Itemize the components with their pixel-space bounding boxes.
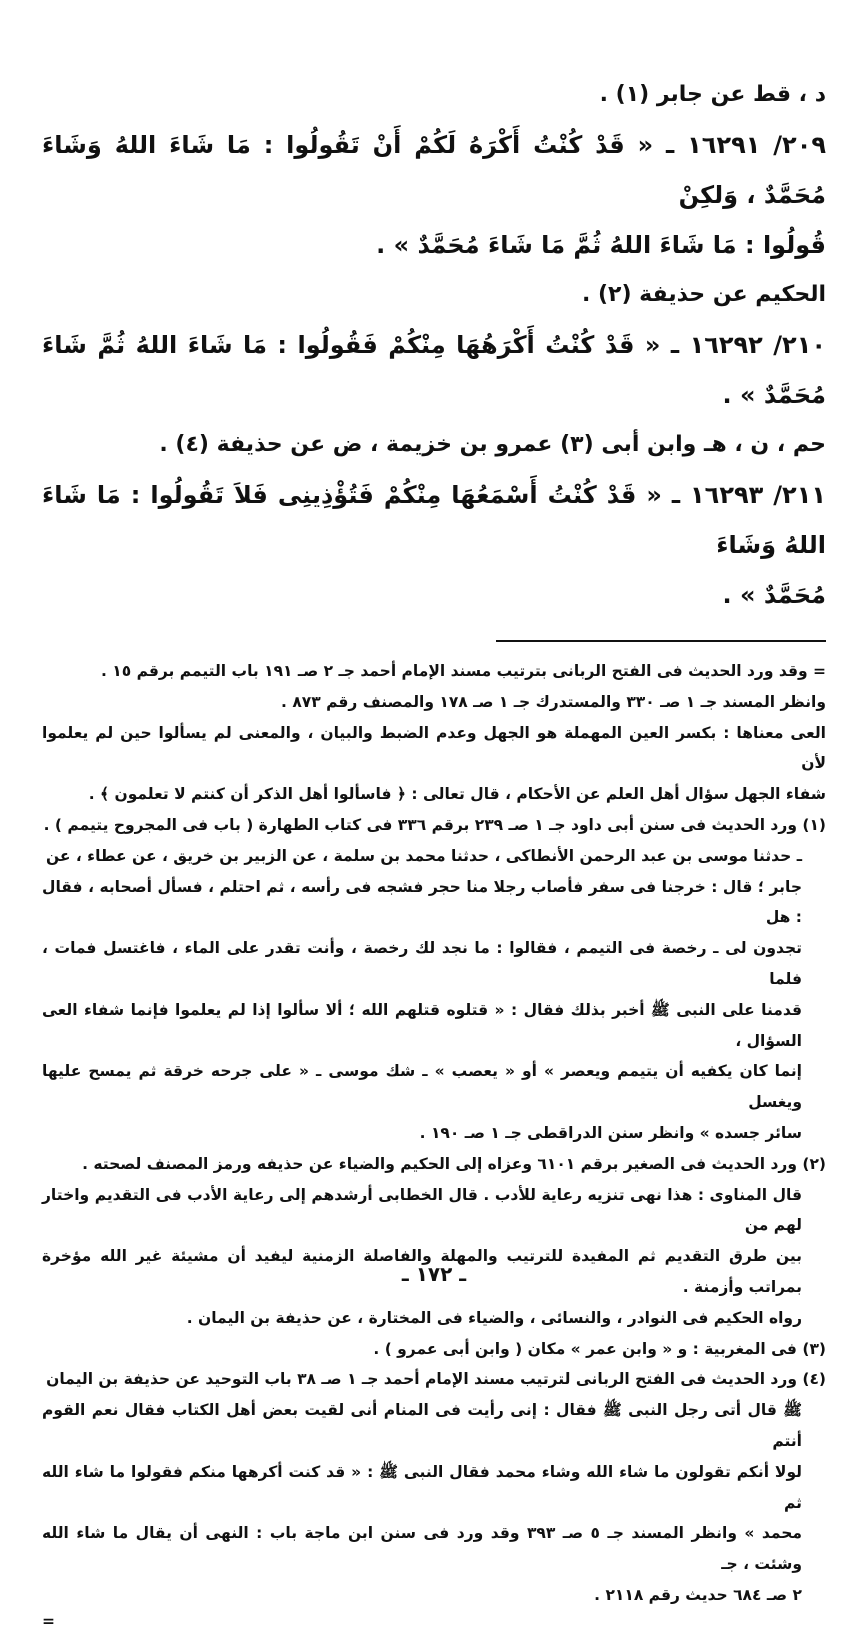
footnote-line: العى معناها : بكسر العين المهملة هو الجهل وعدم الضبط والبيان ، والمعنى لم يسألوا حين لم يعلموا لأن (42, 723, 826, 773)
hadith-209: ٢٠٩/ ١٦٢٩١ ـ « قَدْ كُنْتُ أَكْرَهُ لَكُمْ أَنْ تَقُولُوا : مَا شَاءَ اللهُ وَشَاءَ مُحَمَّدٌ ، وَلكِنْ (42, 131, 826, 209)
main-text (42, 70, 826, 620)
footnote-3: (٣) فى المغربية : و « وابن عمر » مكان ( وابن أبى عمرو ) . (373, 1339, 826, 1358)
footnote-line: رواه الحكيم فى النوادر ، والنسائى ، والضياء فى المختارة ، عن حذيفة بن اليمان . (186, 1308, 802, 1327)
footnote-line: ـ حدثنا موسى بن عبد الرحمن الأنطاكى ، حدثنا محمد بن سلمة ، عن الزبير بن خريق ، عن عطاء ، عن (45, 846, 802, 865)
footnote-line: لولا أنكم تقولون ما شاء الله وشاء محمد فقال النبى ﷺ : « قد كنت أكرهها منكم فقولوا ما شاء الله ثم (42, 1462, 802, 1512)
footnote-line: شفاء الجهل سؤال أهل العلم عن الأحكام ، قال تعالى : ﴿ فاسألوا أهل الذكر أن كنتم لا تعلمون ﴾ . (88, 785, 826, 804)
source-line: حم ، ن ، هـ وابن أبى (٣) عمرو بن خزيمة ، ض عن حذيفة (٤) . (159, 432, 826, 457)
footnote-line: تجدون لى ـ رخصة فى التيمم ، فقالوا : ما نجد لك رخصة ، وأنت تقدر على الماء ، فاغتسل فمات ، فلما (42, 939, 802, 988)
hadith-211: ٢١١/ ١٦٢٩٣ ـ « قَدْ كُنْتُ أَسْمَعُهَا مِنْكُمْ فَتُؤْذِينِى فَلاَ تَقُولُوا : مَا شَاءَ اللهُ وَشَاءَ (42, 481, 826, 559)
footnote-line: ﷺ قال أتى رجل النبى ﷺ فقال : إنى رأيت فى المنام أنى لقيت بعض أهل الكتاب فقال نعم القوم أنتم (42, 1401, 802, 1450)
hadith-210: ٢١٠/ ١٦٢٩٢ ـ « قَدْ كُنْتُ أَكْرَهُهَا مِنْكُمْ فَقُولُوا : مَا شَاءَ اللهُ ثُمَّ شَاءَ مُحَمَّدٌ » . (42, 331, 826, 409)
footnote-line: = وقد ورد الحديث فى الفتح الربانى بترتيب مسند الإمام أحمد جـ ٢ صـ ١٩١ باب التيمم برقم ١٥ . (101, 662, 826, 680)
footnote-line: بين طرق التقديم ثم المفيدة للترتيب والمهلة والفاصلة الزمنية ليفيد أن مشيئة غير الله مؤخرة بمراتب وأزمنة . (42, 1247, 802, 1296)
footnote-line: قدمنا على النبى ﷺ أخبر بذلك فقال : « قتلوه قتلهم الله ؛ ألا سألوا إذا لم يعلموا فإنما شفاء العى السؤال ، (42, 1000, 802, 1050)
page-number: ـ ١٧٢ ـ (401, 1262, 467, 1286)
source-line: د ، قط عن جابر (١) . (599, 82, 826, 107)
footnote-1: (١) ورد الحديث فى سنن أبى داود جـ ١ صـ ٢٣٩ برقم ٣٣٦ فى كتاب الطهارة ( باب فى المجروح يتيمم ) . (43, 815, 826, 834)
footnote-line: وانظر المسند جـ ١ صـ ٣٣٠ والمستدرك جـ ١ صـ ١٧٨ والمصنف رقم ٨٧٣ . (281, 692, 826, 711)
hadith-209-cont: قُولُوا : مَا شَاءَ اللهُ ثُمَّ مَا شَاءَ مُحَمَّدٌ » . (376, 231, 826, 259)
footnote-2: (٢) ورد الحديث فى الصغير برقم ٦١٠١ وعزاه إلى الحكيم والضياء عن حذيفه ورمز المصنف لصحته . (82, 1154, 826, 1173)
footnote-4: (٤) ورد الحديث فى الفتح الربانى لترتيب مسند الإمام أحمد جـ ١ صـ ٣٨ باب التوحيد عن حذيفة بن اليمان (46, 1370, 826, 1389)
footnote-divider (496, 640, 826, 642)
continuation-mark: = (42, 1611, 55, 1630)
footnote-line: محمد » وانظر المسند جـ ٥ صـ ٣٩٣ وقد ورد فى سنن ابن ماجة باب : النهى أن يقال ما شاء الله وشئت ، جـ (42, 1524, 802, 1574)
footnote-line: سائر جسده » وانظر سنن الدراقطى جـ ١ صـ ١٩٠ . (419, 1123, 802, 1142)
hadith-211-cont: مُحَمَّدٌ » . (722, 581, 826, 609)
footnotes (42, 656, 826, 1631)
source-line: الحكيم عن حذيفة (٢) . (581, 282, 826, 307)
footnote-line: إنما كان يكفيه أن يتيمم ويعصر » أو « يعصب » ـ شك موسى ـ « على جرحه خرقة ثم يمسح عليها ويغسل (42, 1062, 802, 1112)
footnote-line: قال المناوى : هذا نهى تنزيه رعاية للأدب . قال الخطابى أرشدهم إلى رعاية الأدب فى التقديم واختار لهم من (42, 1185, 802, 1235)
footnote-line: ٢ صـ ٦٨٤ حديث رقم ٢١١٨ . (594, 1585, 802, 1604)
footnote-line: جابر ؛ قال : خرجنا فى سفر فأصاب رجلا منا حجر فشجه فى رأسه ، ثم احتلم ، فسأل أصحابه ، فقال : هل (42, 877, 802, 927)
